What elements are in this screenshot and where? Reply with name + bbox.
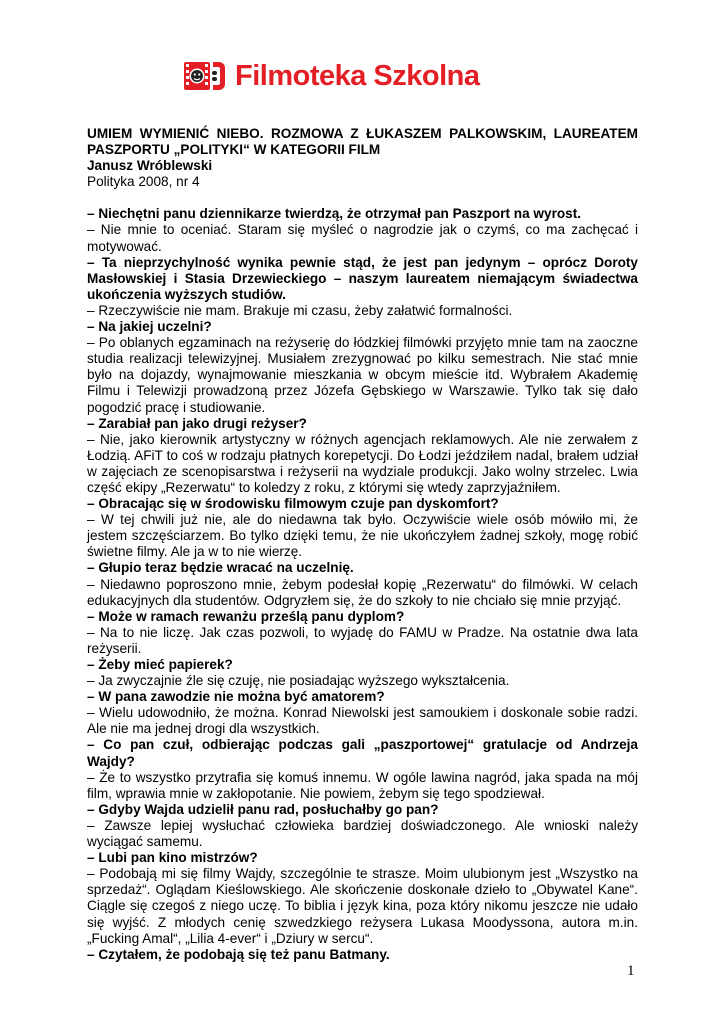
question: – Ta nieprzychylność wynika pewnie stąd, że jest pan jedynym – oprócz Doroty Masłowskiej i Stasia Drzewieckiego – naszym laureatem niemającym świadectwa ukończenia wyższych studiów. xyxy=(87,254,638,302)
question: – Obracając się w środowisku filmowym czuje pan dyskomfort? xyxy=(87,496,499,512)
question: – Lubi pan kino mistrzów? xyxy=(87,850,258,866)
spacer xyxy=(87,190,638,206)
question: – Na jakiej uczelni? xyxy=(87,319,212,335)
answer: – Niedawno poproszono mnie, żebym podesłał kopię „Rezerwatu“ do filmówki. W celach edukacyjnych dla studentów. Odgryzłem się, że do szkoły to nie chciało się mnie przyjąć. xyxy=(87,576,638,608)
article-title: UMIEM WYMIENIĆ NIEBO. ROZMOWA Z ŁUKASZEM PALKOWSKIM, LAUREATEM PASZPORTU „POLITYKI“ W KATEGORII FILM xyxy=(87,126,638,158)
article-source: Polityka 2008, nr 4 xyxy=(87,174,200,190)
answer: – Nie, jako kierownik artystyczny w różnych agencjach reklamowych. Ale nie zerwałem z Łodzią. AFiT to coś w rodzaju płatnych korepetycji. Do Łodzi jeździłem nadal, brałem udział w zajęciach ze scenopisarstwa i reżyserii na wydziale produkcji. Jako wolny strzelec. Lwia część ekipy „Rezerwatu“ to koledzy z roku, z którymi się wtedy zaprzyjaźniłem. xyxy=(87,431,638,495)
answer: – Ja zwyczajnie źle się czuję, nie posiadając wyższego wykształcenia. xyxy=(87,673,510,689)
answer: – Nie mnie to oceniać. Staram się myśleć o nagrodzie jak o czymś, co ma zachęcać i motywować. xyxy=(87,222,638,254)
question: – Zarabiał pan jako drugi reżyser? xyxy=(87,415,307,431)
question: – Żeby mieć papierek? xyxy=(87,657,233,672)
logo-text: Filmoteka Szkolna xyxy=(235,60,480,92)
film-child-icon xyxy=(183,59,231,93)
answer: – Na to nie liczę. Jak czas pozwoli, to wyjadę do FAMU w Pradze. Na ostatnie dwa lata reżyserii. xyxy=(87,624,638,656)
answer: – Wielu udowodniło, że można. Konrad Niewolski jest samoukiem i doskonale sobie radzi. Ale nie ma jednej drogi dla wszystkich. xyxy=(87,705,638,737)
question: – Gdyby Wajda udzielił panu rad, posłuchałby go pan? xyxy=(87,801,439,817)
question: – Głupio teraz będzie wracać na uczelnię. xyxy=(87,560,354,576)
question: – Niechętni panu dziennikarze twierdzą, że otrzymał pan Paszport na wyrost. xyxy=(87,206,582,222)
answer: – Podobają mi się filmy Wajdy, szczególnie te strasze. Moim ulubionym jest „Wszystko na sprzedaż“. Oglądam Kieślowskiego. Ale skończenie doskonałe dzieło to „Obywatel Kane“. Ciągle się czegoś z niego uczę. To biblia i język kina, poza który nikomu jeszcze nie udało się wyjść. Z młodych cenię szwedzkiego reżysera Lukasa Moodyssona, autora m.in. „Fucking Amal“, „Lilia 4-ever“ i „Dziury w sercu“. xyxy=(87,866,638,946)
article-author: Janusz Wróblewski xyxy=(87,158,213,174)
answer: – W tej chwili już nie, ale do niedawna tak było. Oczywiście wiele osób mówiło mi, że jestem szczęściarzem. Bo tylko dzięki temu, że nie ukończyłem żadnej szkoły, mogę robić świetne filmy. Ale ja w to nie wierzę. xyxy=(87,512,638,560)
answer: – Że to wszystko przytrafia się komuś innemu. W ogóle lawina nagród, jaka spada na mój film, wprawia mnie w zakłopotanie. Nie powiem, żebym się tego spodziewał. xyxy=(87,769,638,801)
article-body xyxy=(87,126,638,963)
filmoteka-logo xyxy=(183,58,480,94)
answer: – Zawsze lepiej wysłuchać człowieka bardziej doświadczonego. Ale wnioski należy wyciągać samemu. xyxy=(87,817,638,850)
question: – Czytałem, że podobają się też panu Batmany. xyxy=(87,946,390,962)
answer: – Rzeczywiście nie mam. Brakuje mi czasu, żeby załatwić formalności. xyxy=(87,302,513,318)
question: – W pana zawodzie nie można być amatorem? xyxy=(87,689,385,705)
answer: – Po oblanych egzaminach na reżyserię do łódzkiej filmówki przyjęto mnie tam na zaoczne studia realizacji telewizyjnej. Musiałem zrezygnować po kilku semestrach. Nie stać mnie było na dojazdy, wynajmowanie mieszkania w obcym mieście itd. Wybrałem Akademię Filmu i Telewizji prowadzoną przez Józefa Gębskiego w Warszawie. Tylko tak się dało pogodzić pracę i studiowanie. xyxy=(87,335,638,415)
question: – Może w ramach rewanżu prześlą panu dyplom? xyxy=(87,608,405,624)
question: – Co pan czuł, odbierając podczas gali „paszportowej“ gratulacje od Andrzeja Wajdy? xyxy=(87,737,638,769)
page-number: 1 xyxy=(627,963,635,979)
